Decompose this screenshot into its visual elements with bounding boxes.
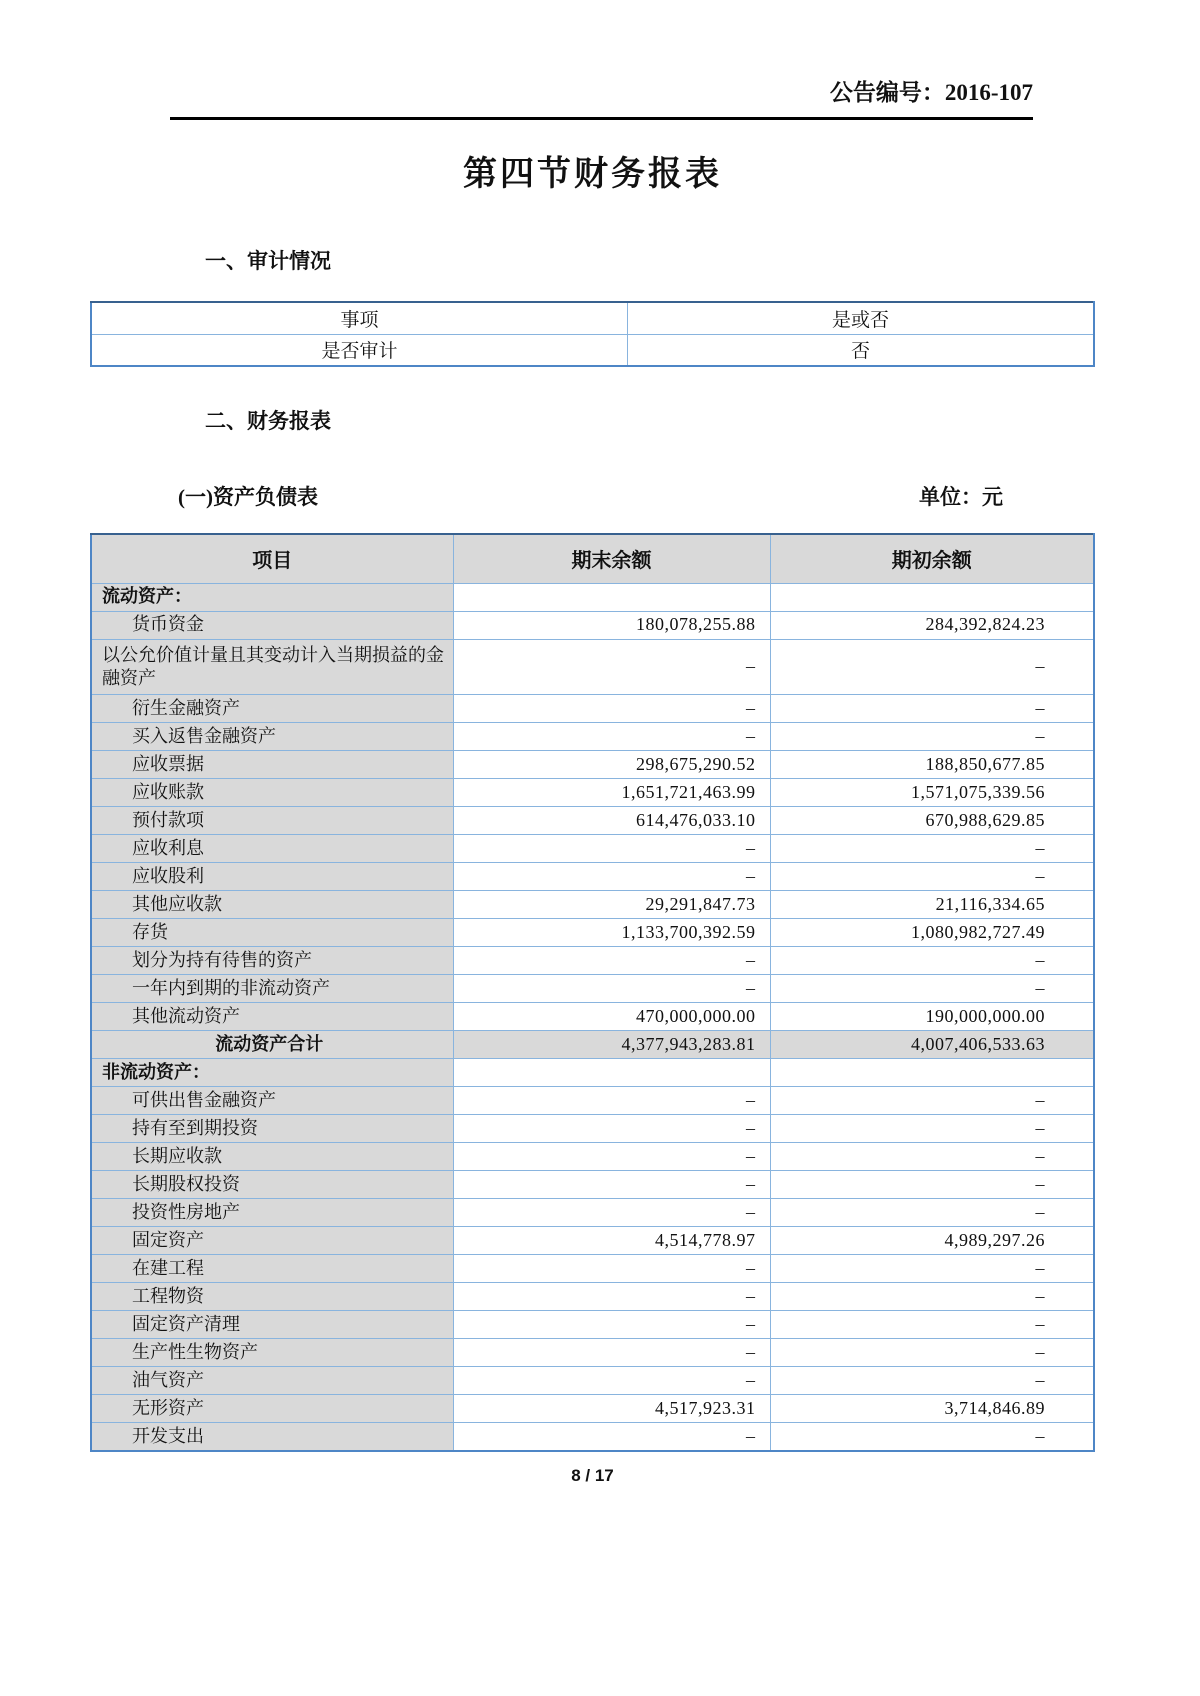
page-title: 第四节财务报表: [463, 156, 722, 193]
balance-sheet-row: [91, 1031, 1094, 1059]
item-label-cell: 投资性房地产: [91, 1199, 453, 1227]
beginning-balance-cell: –: [770, 1143, 1094, 1171]
ending-balance-cell: –: [453, 1087, 770, 1115]
balance-sheet-row: [91, 835, 1094, 863]
beginning-balance-cell: 284,392,824.23: [770, 611, 1094, 639]
audit-table-header-row: [91, 302, 1094, 334]
item-label-cell: 长期股权投资: [91, 1171, 453, 1199]
audit-header-yesno: 是或否: [628, 302, 1094, 334]
balance-sheet-row: [91, 1227, 1094, 1255]
item-label-cell: 一年内到期的非流动资产: [91, 975, 453, 1003]
beginning-balance-cell: –: [770, 1283, 1094, 1311]
balance-sheet-row: [91, 723, 1094, 751]
header-item-column: 项目: [91, 534, 453, 583]
ending-balance-cell: –: [453, 1255, 770, 1283]
item-label-cell: 长期应收款: [91, 1143, 453, 1171]
beginning-balance-cell: 4,989,297.26: [770, 1227, 1094, 1255]
balance-sheet-row: [91, 1395, 1094, 1423]
balance-sheet-table: [90, 533, 1095, 1452]
section-financial-heading: 二、财务报表: [205, 409, 331, 433]
beginning-balance-cell: –: [770, 1339, 1094, 1367]
item-label-cell: 应收利息: [91, 835, 453, 863]
beginning-balance-cell: –: [770, 695, 1094, 723]
beginning-balance-cell: 188,850,677.85: [770, 751, 1094, 779]
beginning-balance-cell: [770, 1059, 1094, 1087]
page-number: 8 / 17: [571, 1465, 614, 1485]
item-label-cell: 无形资产: [91, 1395, 453, 1423]
item-label-cell: 开发支出: [91, 1423, 453, 1451]
ending-balance-cell: –: [453, 1367, 770, 1395]
item-label-cell: 应收票据: [91, 751, 453, 779]
balance-sheet-row: [91, 1283, 1094, 1311]
balance-sheet-row: [91, 891, 1094, 919]
balance-sheet-subheader: [90, 481, 1095, 511]
beginning-balance-cell: 3,714,846.89: [770, 1395, 1094, 1423]
balance-sheet-row: [91, 583, 1094, 611]
balance-sheet-row: [91, 1367, 1094, 1395]
beginning-balance-cell: –: [770, 1255, 1094, 1283]
balance-sheet-row: [91, 1003, 1094, 1031]
item-label-cell: 固定资产: [91, 1227, 453, 1255]
ending-balance-cell: –: [453, 1115, 770, 1143]
balance-sheet-row: [91, 947, 1094, 975]
ending-balance-cell: 1,651,721,463.99: [453, 779, 770, 807]
beginning-balance-cell: –: [770, 1367, 1094, 1395]
header-rule: [170, 117, 1033, 120]
item-label-cell: 其他流动资产: [91, 1003, 453, 1031]
audit-table-cell: 否: [628, 334, 1094, 366]
ending-balance-cell: –: [453, 835, 770, 863]
beginning-balance-cell: –: [770, 863, 1094, 891]
balance-sheet-row: [91, 1171, 1094, 1199]
ending-balance-cell: –: [453, 947, 770, 975]
audit-table-cell: 是否审计: [91, 334, 628, 366]
ending-balance-cell: 1,133,700,392.59: [453, 919, 770, 947]
balance-sheet-row: [91, 695, 1094, 723]
balance-sheet-row: [91, 751, 1094, 779]
audit-table: [90, 301, 1095, 367]
beginning-balance-cell: –: [770, 1115, 1094, 1143]
item-label-cell: 应收股利: [91, 863, 453, 891]
beginning-balance-cell: [770, 583, 1094, 611]
balance-sheet-row: [91, 1115, 1094, 1143]
item-label-cell: 非流动资产：: [91, 1059, 453, 1087]
item-label-cell: 工程物资: [91, 1283, 453, 1311]
beginning-balance-cell: 670,988,629.85: [770, 807, 1094, 835]
ending-balance-cell: [453, 1059, 770, 1087]
item-label-cell: 在建工程: [91, 1255, 453, 1283]
item-label-cell: 生产性生物资产: [91, 1339, 453, 1367]
item-label-cell: 持有至到期投资: [91, 1115, 453, 1143]
item-label-cell: 流动资产合计: [91, 1031, 453, 1059]
ending-balance-cell: 614,476,033.10: [453, 807, 770, 835]
ending-balance-cell: 470,000,000.00: [453, 1003, 770, 1031]
unit-label: 单位：元: [919, 485, 1003, 509]
ending-balance-cell: –: [453, 863, 770, 891]
balance-sheet-row: [91, 611, 1094, 639]
ending-balance-cell: –: [453, 1339, 770, 1367]
beginning-balance-cell: –: [770, 835, 1094, 863]
balance-sheet-row: [91, 807, 1094, 835]
balance-sheet-row: [91, 1339, 1094, 1367]
item-label-cell: 固定资产清理: [91, 1311, 453, 1339]
balance-sheet-row: [91, 975, 1094, 1003]
balance-sheet-row: [91, 863, 1094, 891]
beginning-balance-cell: –: [770, 723, 1094, 751]
beginning-balance-cell: 190,000,000.00: [770, 1003, 1094, 1031]
item-label-cell: 应收账款: [91, 779, 453, 807]
beginning-balance-cell: 4,007,406,533.63: [770, 1031, 1094, 1059]
ending-balance-cell: 298,675,290.52: [453, 751, 770, 779]
balance-sheet-row: [91, 919, 1094, 947]
ending-balance-cell: 4,514,778.97: [453, 1227, 770, 1255]
audit-header-item: 事项: [91, 302, 628, 334]
balance-sheet-row: [91, 1311, 1094, 1339]
beginning-balance-cell: –: [770, 1171, 1094, 1199]
beginning-balance-cell: –: [770, 947, 1094, 975]
item-label-cell: 流动资产：: [91, 583, 453, 611]
beginning-balance-cell: –: [770, 1087, 1094, 1115]
ending-balance-cell: –: [453, 975, 770, 1003]
beginning-balance-cell: –: [770, 975, 1094, 1003]
header-beginning-balance-column: 期初余额: [770, 534, 1094, 583]
beginning-balance-cell: 1,571,075,339.56: [770, 779, 1094, 807]
balance-sheet-row: [91, 1423, 1094, 1451]
ending-balance-cell: –: [453, 639, 770, 695]
announcement-number: 公告编号：2016-107: [829, 80, 1033, 105]
ending-balance-cell: 29,291,847.73: [453, 891, 770, 919]
section-audit-heading: 一、审计情况: [205, 249, 331, 273]
beginning-balance-cell: –: [770, 1423, 1094, 1451]
ending-balance-cell: –: [453, 1199, 770, 1227]
item-label-cell: 预付款项: [91, 807, 453, 835]
balance-sheet-row: [91, 1143, 1094, 1171]
balance-sheet-row: [91, 1255, 1094, 1283]
ending-balance-cell: –: [453, 723, 770, 751]
item-label-cell: 衍生金融资产: [91, 695, 453, 723]
ending-balance-cell: –: [453, 1311, 770, 1339]
balance-sheet-header-row: [91, 534, 1094, 583]
item-label-cell: 划分为持有待售的资产: [91, 947, 453, 975]
ending-balance-cell: –: [453, 695, 770, 723]
beginning-balance-cell: 21,116,334.65: [770, 891, 1094, 919]
header-ending-balance-column: 期末余额: [453, 534, 770, 583]
ending-balance-cell: –: [453, 1423, 770, 1451]
ending-balance-cell: –: [453, 1171, 770, 1199]
ending-balance-cell: 4,377,943,283.81: [453, 1031, 770, 1059]
balance-sheet-row: [91, 1059, 1094, 1087]
item-label-cell: 以公允价值计量且其变动计入当期损益的金融资产: [91, 639, 453, 695]
ending-balance-cell: [453, 583, 770, 611]
ending-balance-cell: 4,517,923.31: [453, 1395, 770, 1423]
balance-sheet-row: [91, 779, 1094, 807]
item-label-cell: 买入返售金融资产: [91, 723, 453, 751]
ending-balance-cell: –: [453, 1283, 770, 1311]
balance-sheet-row: [91, 639, 1094, 695]
item-label-cell: 其他应收款: [91, 891, 453, 919]
item-label-cell: 货币资金: [91, 611, 453, 639]
beginning-balance-cell: –: [770, 639, 1094, 695]
item-label-cell: 存货: [91, 919, 453, 947]
ending-balance-cell: 180,078,255.88: [453, 611, 770, 639]
audit-table-row: [91, 334, 1094, 366]
beginning-balance-cell: 1,080,982,727.49: [770, 919, 1094, 947]
beginning-balance-cell: –: [770, 1199, 1094, 1227]
balance-sheet-row: [91, 1087, 1094, 1115]
item-label-cell: 可供出售金融资产: [91, 1087, 453, 1115]
item-label-cell: 油气资产: [91, 1367, 453, 1395]
beginning-balance-cell: –: [770, 1311, 1094, 1339]
ending-balance-cell: –: [453, 1143, 770, 1171]
balance-sheet-row: [91, 1199, 1094, 1227]
balance-sheet-heading: (一)资产负债表: [178, 485, 318, 509]
